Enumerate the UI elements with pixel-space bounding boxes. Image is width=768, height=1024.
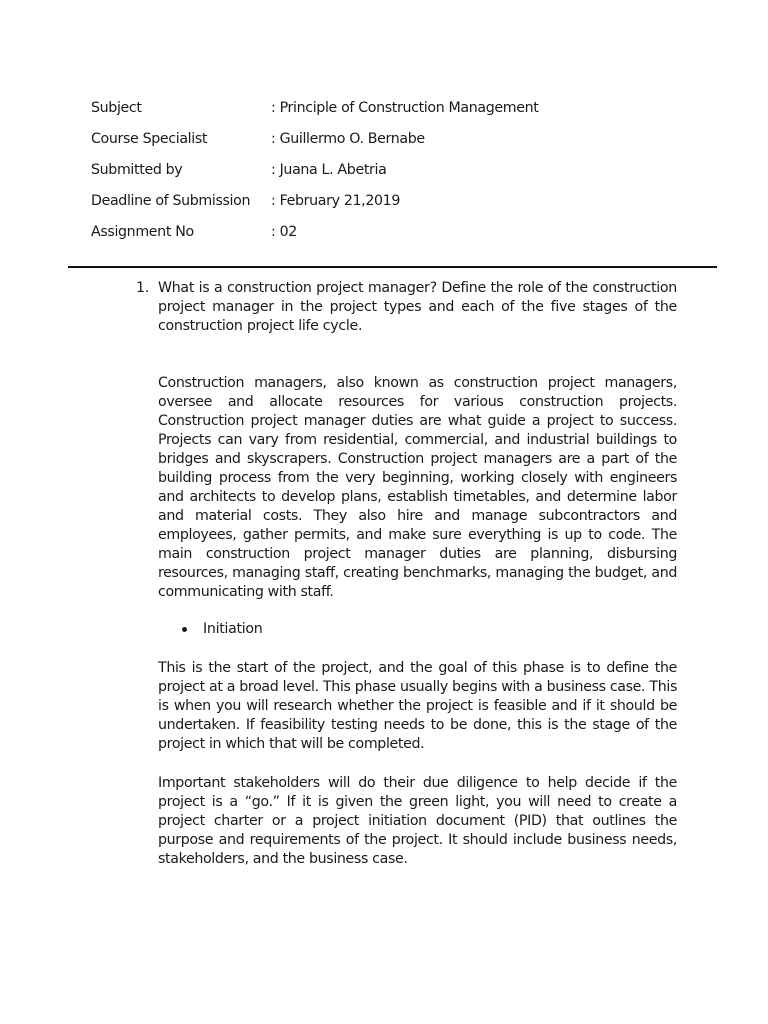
bullet-label: Initiation [203,621,263,637]
header-row-course-specialist [91,123,691,154]
answer-paragraph-2: This is the start of the project, and the goal of this phase is to define the project at a broad level. This phase usually begins with a business case. This is when you will research whether the project is feasible and if it should be undertaken. If feasibility testing needs to be done, this is the stage of the project in which that will be completed. [158,660,677,752]
header-label: Deadline of Submission [91,192,251,209]
header-value: : Principle of Construction Management [271,99,539,116]
header-row-assignment-no [91,216,691,247]
header-value: : 02 [271,223,297,240]
header-divider [68,266,717,268]
header-value: : Juana L. Abetria [271,161,387,178]
answer-paragraph-1: Construction managers, also known as construction project managers, oversee and allocate resources for various construction projects. Construction project manager duties are what guide a project to success. Projects can vary from residential, commercial, and industrial buildings to bridges and skyscrapers. Construction project managers are a part of the building process from the very beginning, working closely with engineers and architects to develop plans, establish timetables, and determine labor and material costs. They also hire and manage subcontractors and employees, gather permits, and make sure everything is up to code. The main construction project manager duties are planning, disbursing resources, managing staff, creating benchmarks, managing the budget, and communicating with staff. [158,375,677,600]
header-row-submitted-by [91,154,691,185]
question-number: 1. [136,280,149,296]
assignment-header [91,92,691,247]
bullet-icon [182,627,187,632]
header-label: Submitted by [91,161,183,178]
bullet-item-initiation [182,621,263,637]
question-text: What is a construction project manager? Define the role of the construction project manager in the project types and each of the five stages of the construction project life cycle. [158,280,677,334]
header-value: : February 21,2019 [271,192,401,209]
header-value: : Guillermo O. Bernabe [271,130,425,147]
header-label: Subject [91,99,142,116]
header-row-subject [91,92,691,123]
header-label: Course Specialist [91,130,208,147]
answer-paragraph-3: Important stakeholders will do their due diligence to help decide if the project is a “go.” If it is given the green light, you will need to create a project charter or a project initiation document (PID) that outlines the purpose and requirements of the project. It should include business needs, stakeholders, and the business case. [158,775,677,867]
question-item [136,279,677,336]
header-row-deadline [91,185,691,216]
header-label: Assignment No [91,223,194,240]
